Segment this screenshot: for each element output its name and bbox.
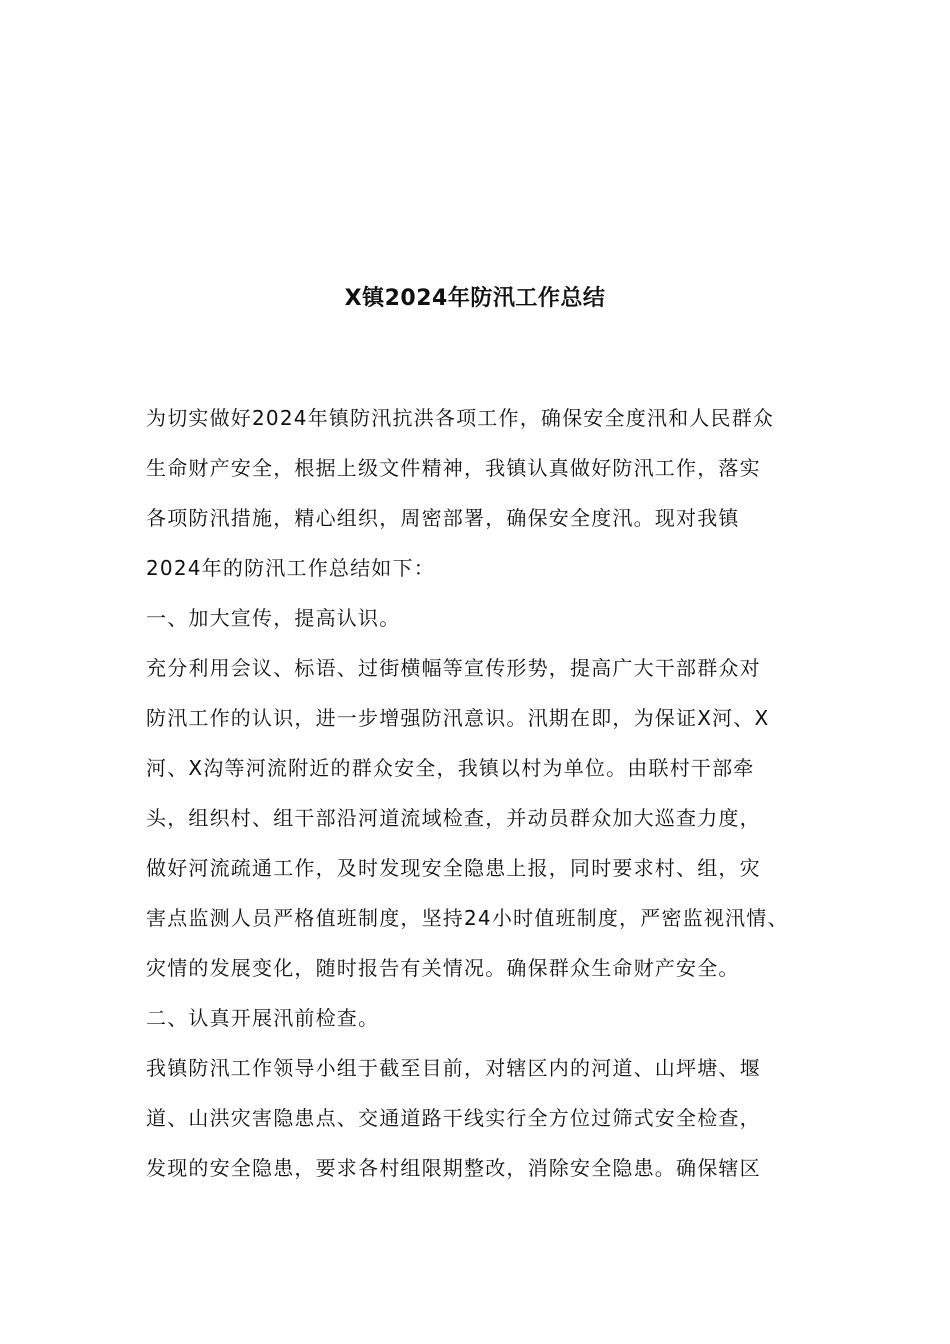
body-line: 道、山洪灾害隐患点、交通道路干线实行全方位过筛式安全检查， bbox=[146, 1106, 761, 1130]
body-line: 生命财产安全，根据上级文件精神，我镇认真做好防汛工作，落实 bbox=[146, 456, 761, 480]
document-title: X镇2024年防汛工作总结 bbox=[344, 286, 606, 311]
body-line: 我镇防汛工作领导小组于截至目前，对辖区内的河道、山坪塘、堰 bbox=[146, 1056, 761, 1080]
body-line: 充分利用会议、标语、过街横幅等宣传形势，提高广大干部群众对 bbox=[146, 656, 761, 680]
document-body bbox=[146, 400, 826, 1200]
body-line: 为切实做好2024年镇防汛抗洪各项工作，确保安全度汛和人民群众 bbox=[146, 406, 775, 430]
body-line: 头，组织村、组干部沿河道流域检查，并动员群众加大巡查力度， bbox=[146, 806, 761, 830]
body-line: 2024年的防汛工作总结如下： bbox=[146, 556, 435, 580]
section-heading-1: 一、加大宣传，提高认识。 bbox=[146, 606, 401, 630]
body-line: 各项防汛措施，精心组织，周密部署，确保安全度汛。现对我镇 bbox=[146, 506, 740, 530]
body-line: 害点监测人员严格值班制度，坚持24小时值班制度，严密监视汛情、 bbox=[146, 906, 789, 930]
body-line: 做好河流疏通工作，及时发现安全隐患上报，同时要求村、组，灾 bbox=[146, 856, 761, 880]
body-line: 河、X沟等河流附近的群众安全，我镇以村为单位。由联村干部牵 bbox=[146, 756, 755, 780]
body-line: 发现的安全隐患，要求各村组限期整改，消除安全隐患。确保辖区 bbox=[146, 1156, 761, 1180]
section-heading-2: 二、认真开展汛前检查。 bbox=[146, 1006, 380, 1030]
body-line: 防汛工作的认识，进一步增强防汛意识。汛期在即，为保证X河、X bbox=[146, 706, 770, 730]
body-line: 灾情的发展变化，随时报告有关情况。确保群众生命财产安全。 bbox=[146, 956, 740, 980]
